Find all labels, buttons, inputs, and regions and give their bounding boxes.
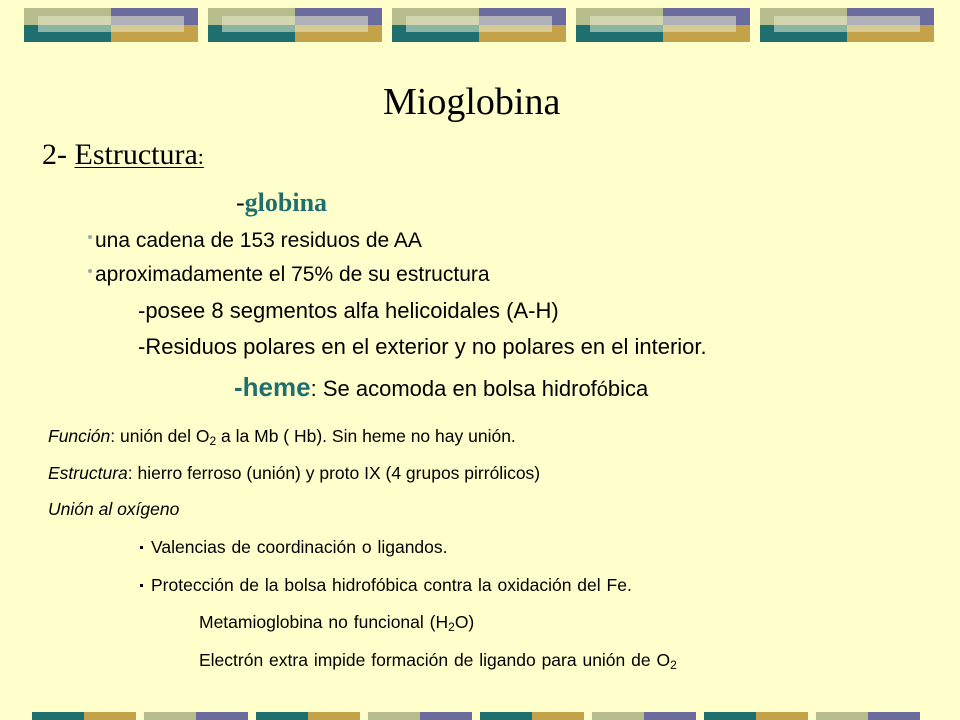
decor-segment — [592, 712, 644, 720]
decor-segment — [868, 712, 920, 720]
funcion-line — [48, 426, 516, 447]
globina-heading — [236, 188, 327, 218]
union-item-text: Protección de la bolsa hidrofóbica contra la oxidación del Fe. — [151, 575, 632, 595]
heme-label: heme — [242, 372, 311, 402]
subscript: 2 — [209, 434, 217, 448]
meta-text-end: O) — [454, 612, 475, 632]
decor-segment — [368, 712, 420, 720]
decor-segment — [644, 712, 696, 720]
decor-segment — [32, 712, 84, 720]
meta-text: Metamioglobina no funcional (H — [199, 612, 449, 632]
square-bullet-icon — [140, 546, 143, 549]
meta-line — [199, 612, 474, 633]
decor-segment — [756, 712, 808, 720]
heme-text: Se acomoda en bolsa hidrof — [316, 376, 597, 401]
estructura-label: Estructura — [48, 463, 128, 483]
subscript: 2 — [448, 620, 455, 634]
decor-tile — [760, 8, 934, 42]
heme-text-end: bica — [607, 376, 649, 401]
bullet-dot-icon — [88, 235, 92, 239]
slide-title: Mioglobina — [383, 81, 561, 123]
decor-tile — [392, 8, 566, 42]
decor-segment — [480, 712, 532, 720]
bullet-text: aproximadamente el 75% de su estructura — [95, 263, 490, 286]
decor-segment — [532, 712, 584, 720]
bullet-item — [88, 229, 422, 253]
decor-segment — [144, 712, 196, 720]
decor-segment — [256, 712, 308, 720]
decor-segment — [196, 712, 248, 720]
estructura-text: : hierro ferroso (unión) y proto IX (4 grupos pirrólicos) — [127, 463, 541, 483]
globina-label: globina — [244, 188, 328, 217]
electron-text: Electrón extra impide formación de ligando para unión de O — [199, 650, 671, 670]
union-item — [140, 537, 448, 558]
union-heading: Unión al oxígeno — [48, 499, 180, 519]
decor-segment — [420, 712, 472, 720]
decor-tile — [576, 8, 750, 42]
decor-tile — [24, 8, 198, 42]
section-label: Estructura — [74, 138, 198, 171]
funcion-text-end: a la Mb ( Hb). Sin heme no hay unión. — [216, 426, 516, 446]
bullet-item — [88, 263, 490, 287]
heme-colon: : — [310, 376, 317, 401]
estructura-line — [48, 463, 540, 484]
decor-segment — [704, 712, 756, 720]
bullet-text: una cadena de 153 residuos de AA — [95, 229, 422, 252]
detail-line: -posee 8 segmentos alfa helicoidales (A-H) — [138, 298, 559, 323]
union-item-text: Valencias de coordinación o ligandos. — [151, 537, 448, 557]
section-number: 2- — [42, 138, 75, 171]
subscript: 2 — [670, 658, 677, 672]
detail-line: -Residuos polares en el exterior y no polares en el interior. — [138, 334, 707, 359]
section-colon: : — [197, 144, 204, 169]
decor-segment — [308, 712, 360, 720]
heme-accent-char: ó — [596, 379, 608, 401]
funcion-label: Función — [48, 426, 111, 446]
bullet-dot-icon — [88, 269, 92, 273]
heme-dash: - — [234, 372, 243, 402]
heme-line — [234, 372, 648, 403]
funcion-text: : unión del O — [110, 426, 210, 446]
section-heading — [42, 138, 204, 172]
square-bullet-icon — [140, 584, 143, 587]
electron-line — [199, 650, 677, 671]
union-item — [140, 575, 632, 596]
decor-segment — [816, 712, 868, 720]
decor-tile — [208, 8, 382, 42]
decor-segment — [84, 712, 136, 720]
globina-dash: - — [236, 188, 245, 217]
